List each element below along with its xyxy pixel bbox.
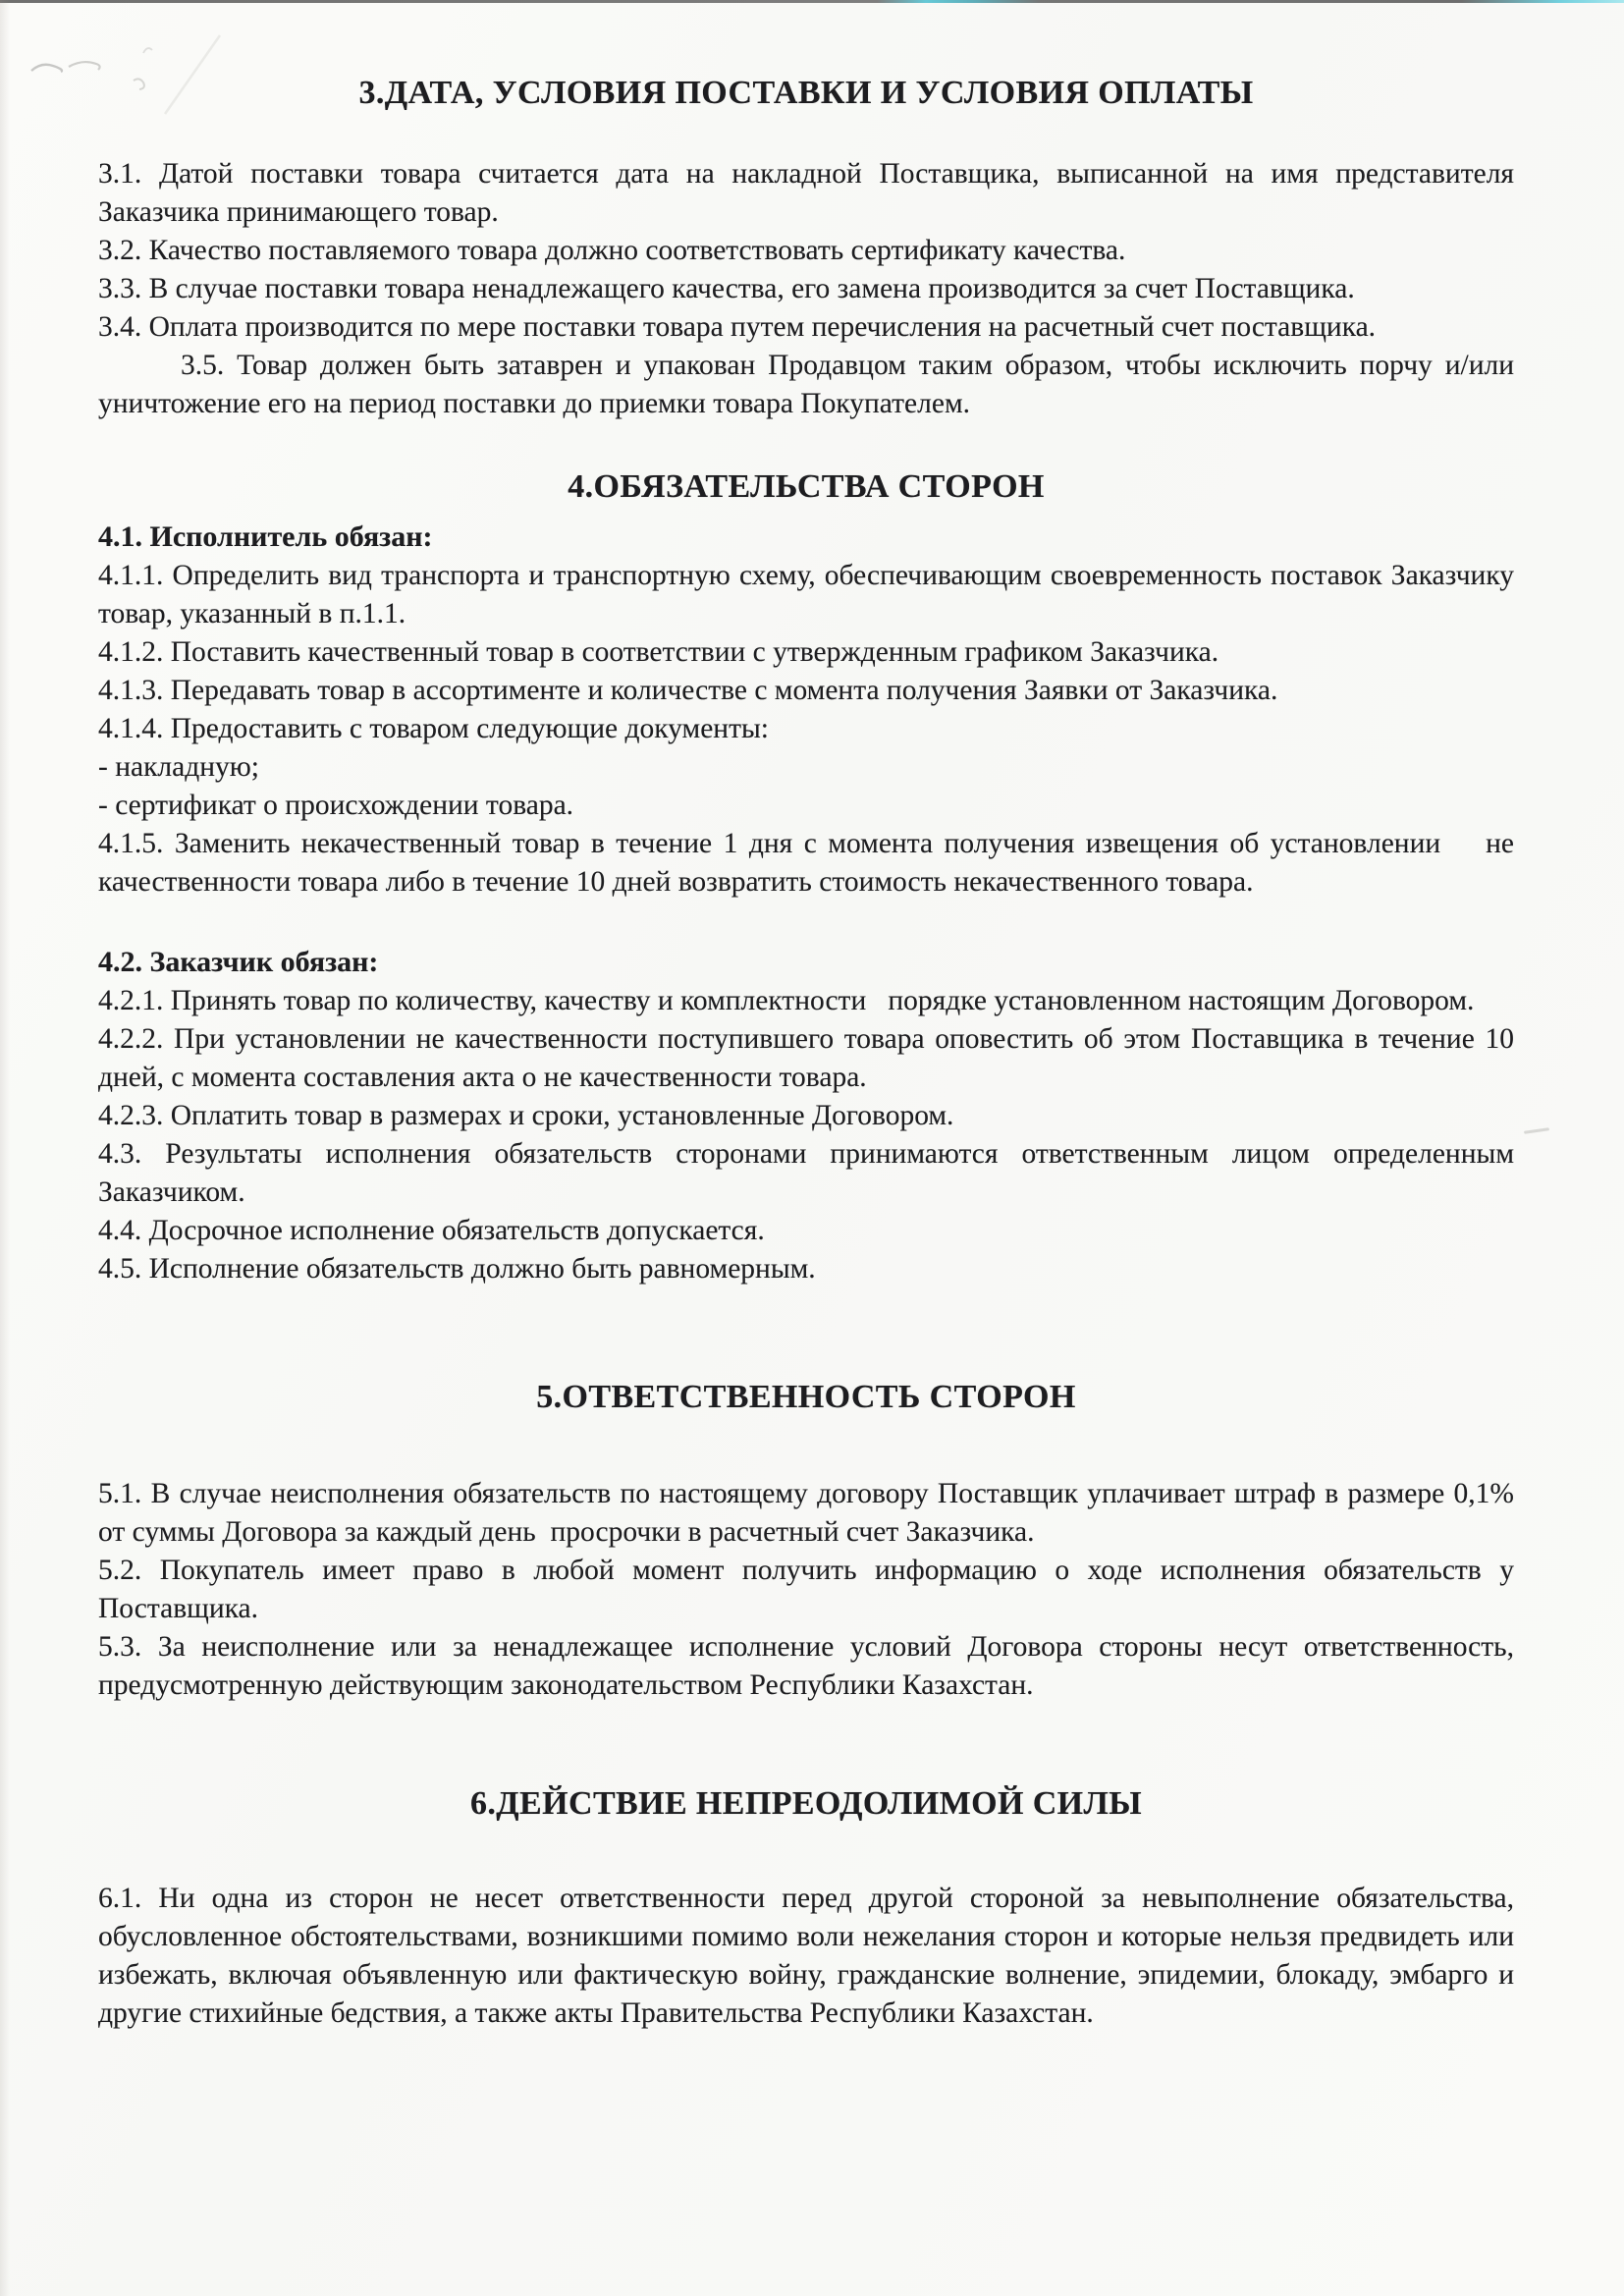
clause-4-2-3: 4.2.3. Оплатить товар в размерах и сроки, установленные Договором. xyxy=(98,1100,954,1131)
subhead-4-2-customer-obligations: 4.2. Заказчик обязан: xyxy=(98,946,379,978)
section-obligations-of-parties xyxy=(98,468,1522,1288)
clause-5-1: 5.1. В случае неисполнения обязательств по настоящему договору Поставщик уплачивает штраф в размере 0,1% от суммы Договора за каждый день просрочки в расчетный счет Заказчика. xyxy=(98,1478,1522,1548)
clause-5-3: 5.3. За неисполнение или за ненадлежащее исполнение условий Договора стороны несут ответственность, предусмотренную действующим законодательством Республики Казахстан. xyxy=(98,1631,1522,1701)
contract-body xyxy=(98,75,1522,2033)
section-title: 6.ДЕЙСТВИЕ НЕПРЕОДОЛИМОЙ СИЛЫ xyxy=(469,1785,1143,1822)
clause-3-2: 3.2. Качество поставляемого товара должно соответствовать сертификату качества. xyxy=(98,235,1126,266)
clause-4-4: 4.4. Досрочное исполнение обязательств допускается. xyxy=(98,1215,765,1246)
section-force-majeure xyxy=(98,1785,1522,2033)
scanner-top-edge-artifact xyxy=(0,0,1624,3)
section-title: 3.ДАТА, УСЛОВИЯ ПОСТАВКИ И УСЛОВИЯ ОПЛАТЫ xyxy=(358,75,1254,111)
clause-4-3: 4.3. Результаты исполнения обязательств сторонами принимаются ответственным лицом определенным Заказчиком. xyxy=(98,1138,1522,1208)
clause-4-2-1: 4.2.1. Принять товар по количеству, качеству и комплектности порядке установленном настоящим Договором. xyxy=(98,985,1475,1016)
clause-4-2-2: 4.2.2. При установлении не качественности поступившего товара оповестить об этом Поставщика в течение 10 дней, с момента составления акта о не качественности товара. xyxy=(98,1023,1522,1093)
clause-3-3: 3.3. В случае поставки товара ненадлежащего качества, его замена производится за счет Поставщика. xyxy=(98,273,1355,304)
clause-3-4: 3.4. Оплата производится по мере поставки товара путем перечисления на расчетный счет поставщика. xyxy=(98,311,1377,343)
clause-4-1-1: 4.1.1. Определить вид транспорта и транспортную схему, обеспечивающим своевременность поставок Заказчику товар, указанный в п.1.1. xyxy=(98,560,1522,629)
clause-4-1-4: 4.1.4. Предоставить с товаром следующие документы: xyxy=(98,713,769,744)
clause-3-1: 3.1. Датой поставки товара считается дата на накладной Поставщика, выписанной на имя представителя Заказчика принимающего товар. xyxy=(98,158,1522,228)
clause-4-1-3: 4.1.3. Передавать товар в ассортименте и количестве с момента получения Заявки от Заказчика. xyxy=(98,675,1278,706)
scanner-left-edge-shadow xyxy=(0,0,10,2296)
list-item-certificate-of-origin: - сертификат о происхождении товара. xyxy=(98,790,574,821)
clause-3-5: 3.5. Товар должен быть затаврен и упакован Продавцом таким образом, чтобы исключить порчу и/или уничтожение его на период поставки до приемки товара Покупателем. xyxy=(98,350,1522,419)
clause-6-1: 6.1. Ни одна из сторон не несет ответственности перед другой стороной за невыполнение обязательства, обусловленное обстоятельствами, возникшими помимо воли нежелания сторон и которые нельзя предвидеть или избежать, включая объявленную или фактическую войну, гражданские волнение, эпидемии, блокаду, эмбарго и другие стихийные бедствия, а также акты Правительства Республики Казахстан. xyxy=(98,1883,1522,2029)
clause-4-1-2: 4.1.2. Поставить качественный товар в соответствии с утвержденным графиком Заказчика. xyxy=(98,636,1219,668)
section-liability-of-parties xyxy=(98,1379,1522,1705)
section-title: 4.ОБЯЗАТЕЛЬСТВА СТОРОН xyxy=(568,468,1045,505)
subhead-4-1-executor-obligations: 4.1. Исполнитель обязан: xyxy=(98,520,433,553)
clause-5-2: 5.2. Покупатель имеет право в любой момент получить информацию о ходе исполнения обязательств у Поставщика. xyxy=(98,1555,1522,1624)
section-title: 5.ОТВЕТСТВЕННОСТЬ СТОРОН xyxy=(536,1379,1076,1415)
list-item-invoice: - накладную; xyxy=(98,751,260,783)
clause-4-5: 4.5. Исполнение обязательств должно быть равномерным. xyxy=(98,1253,816,1285)
scan-speck-artifact xyxy=(1524,1127,1549,1134)
clause-4-1-5: 4.1.5. Заменить некачественный товар в течение 1 дня с момента получения извещения об установлении не качественности товара либо в течение 10 дней возвратить стоимость некачественного товара. xyxy=(98,828,1522,898)
section-delivery-payment-terms xyxy=(98,75,1522,423)
